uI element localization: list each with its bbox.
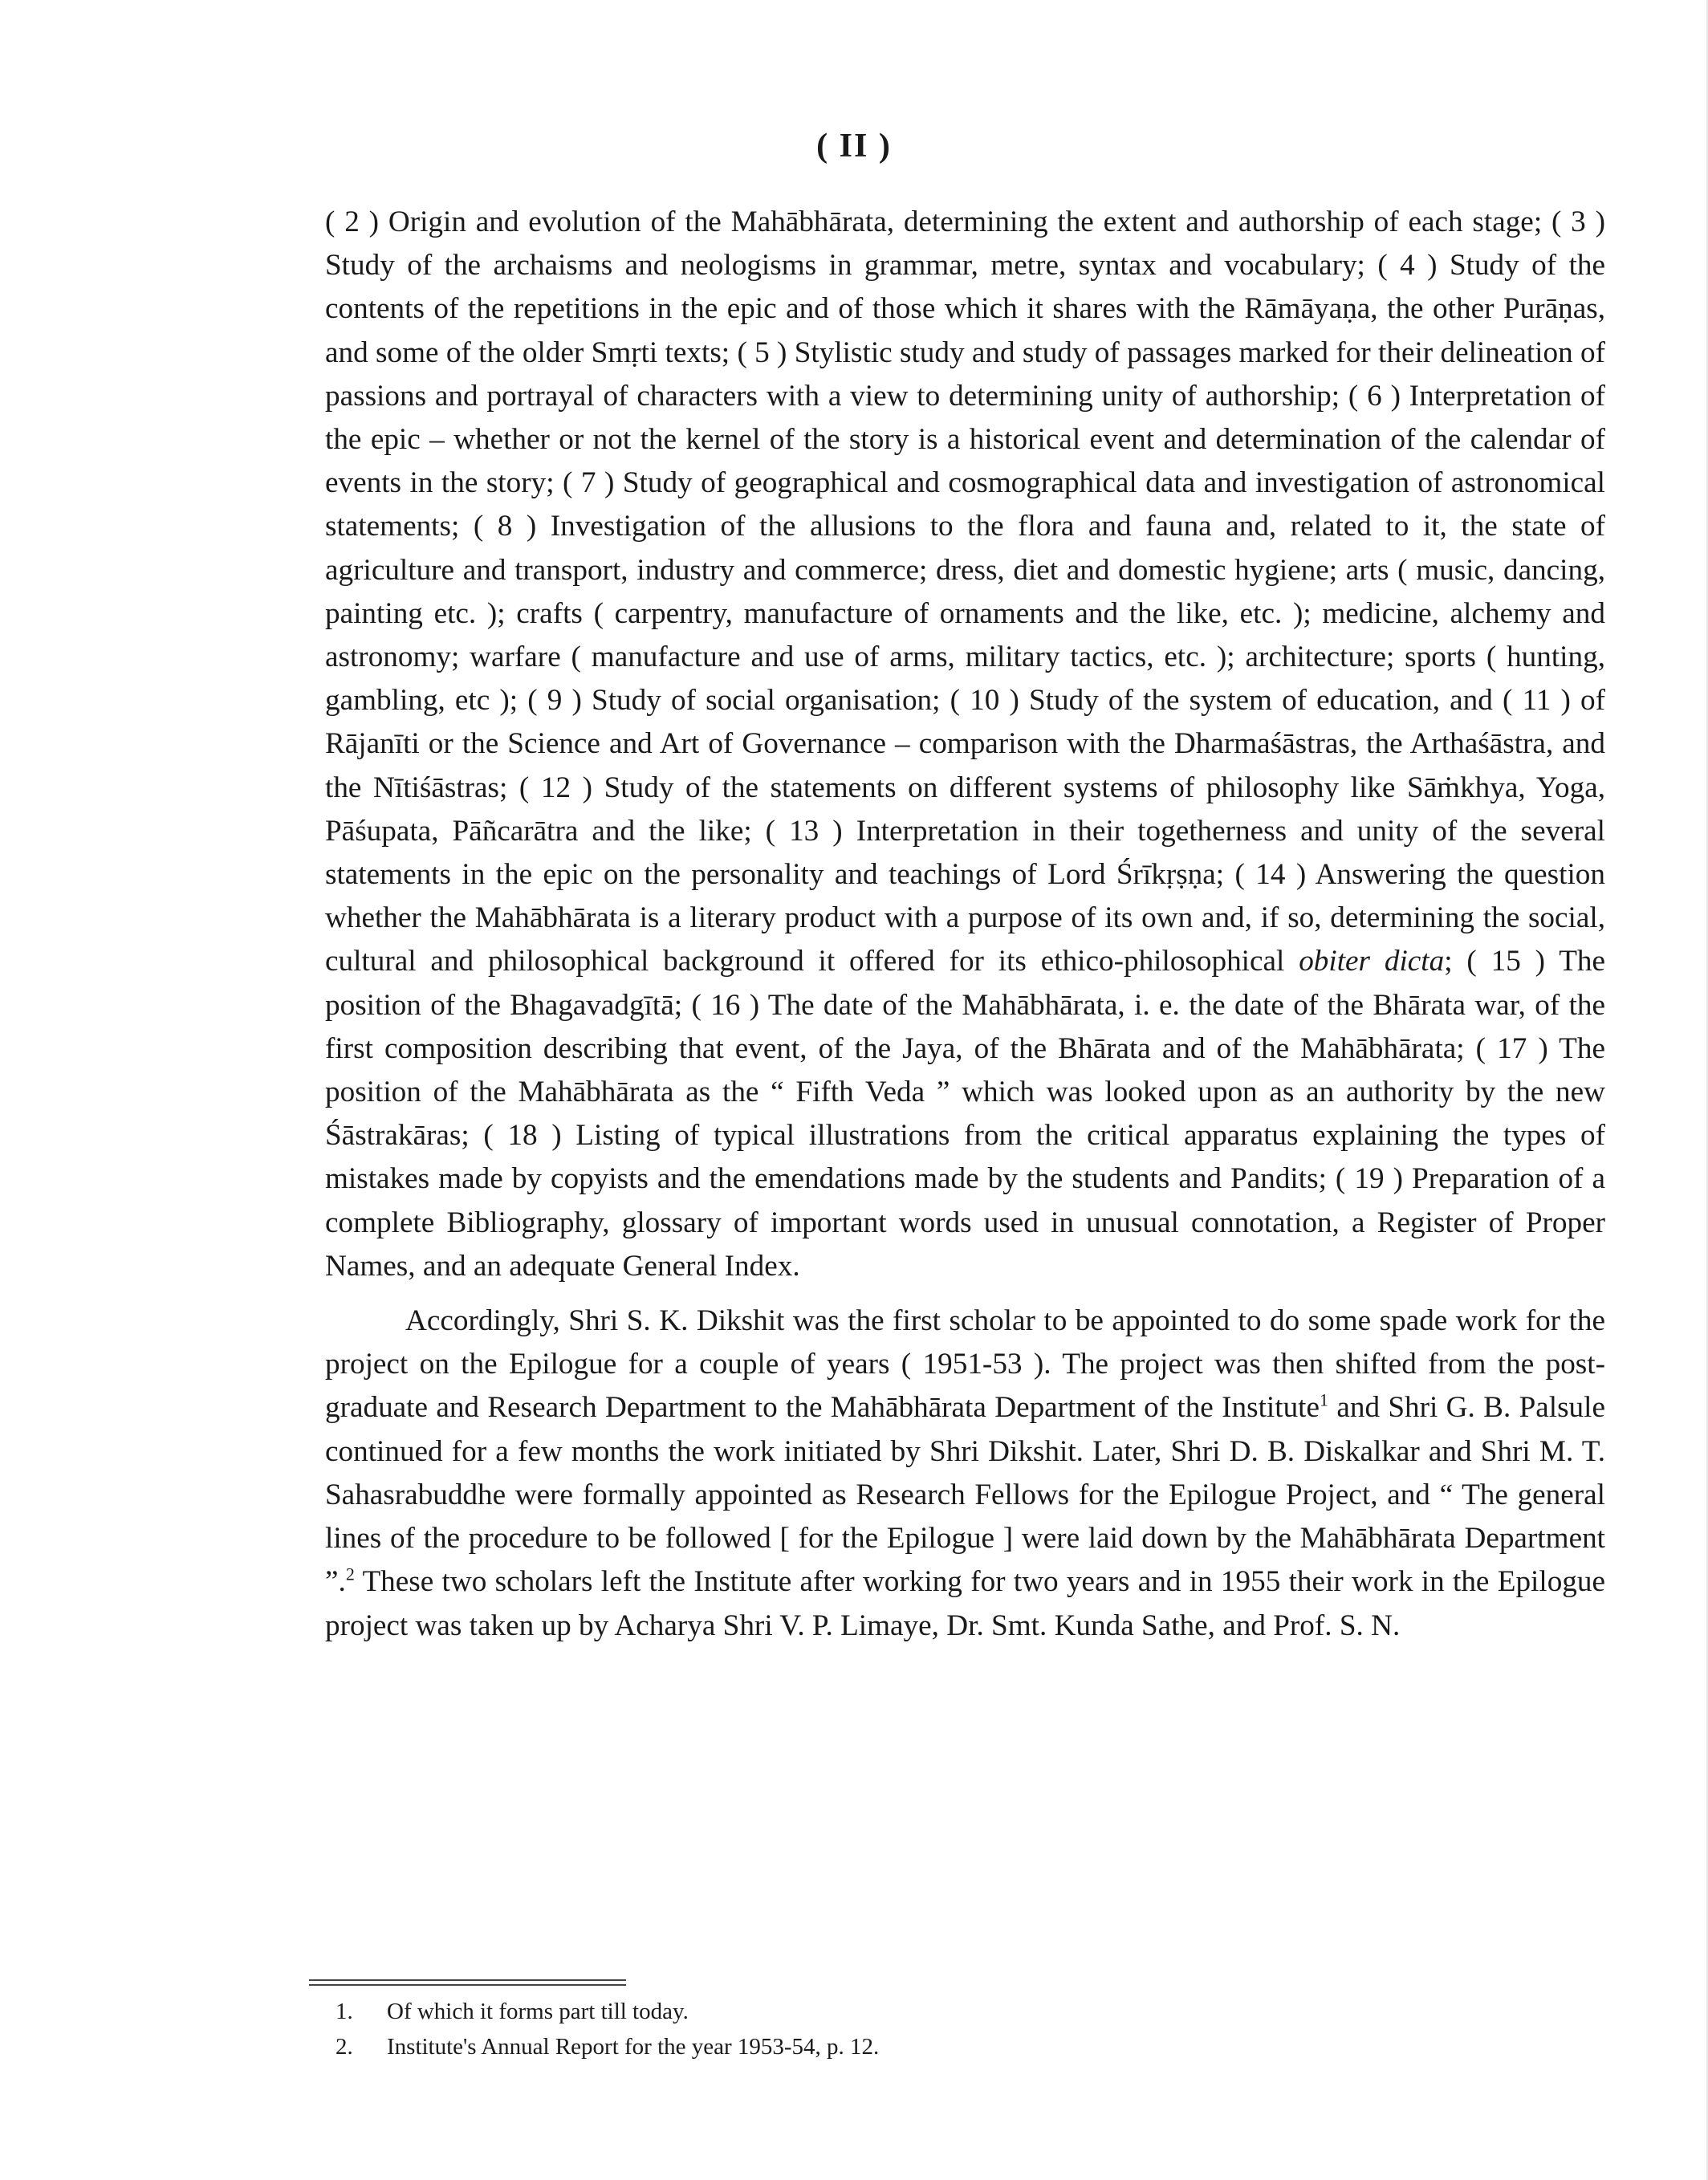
paragraph-research-topics — [325, 201, 1605, 1288]
footnote-item — [336, 2029, 1539, 2064]
paragraph1-text: ( 2 ) Origin and evolution of the Mahābhārata, determining the extent and authorship of each stage; ( 3 ) Study of the archaisms and neologisms in grammar, metre, syntax and vocabulary; ( 4 ) Study of the contents of the repetitions in the epic and of those which it shares with the Rāmāyaṇa, the other Purāṇas, and some of the older Smṛti texts; ( 5 ) Stylistic study and study of passages marked for their delineation of passions and portrayal of characters with a view to determining unity of authorship; ( 6 ) Interpretation of the epic – whether or not the kernel of the story is a historical event and determination of the calendar of events in the story; ( 7 ) Study of geographical and cosmographical data and investigation of astronomical statements; ( 8 ) Investigation of the allusions to the flora and fauna and, related to it, the state of agriculture and transport, industry and commerce; dress, diet and domestic hygiene; arts ( music, dancing, painting etc. ); crafts ( carpentry, manufacture of ornaments and the like, etc. ); medicine, alchemy and astronomy; warfare ( manufacture and use of arms, military tactics, etc. ); architecture; sports ( hunting, gambling, etc ); ( 9 ) Study of social organisation; ( 10 ) Study of the system of education, and ( 11 ) of Rājanīti or the Science and Art of Governance – comparison with the Dharmaśāstras, the Arthaśāstra, and the Nītiśāstras; ( 12 ) Study of the statements on different systems of philosophy like Sāṁkhya, Yoga, Pāśupata, Pāñcarātra and the like; ( 13 ) Interpretation in their togetherness and unity of the several statements in the epic on the personality and teachings of Lord Śrīkṛṣṇa; ( 14 ) Answering the question whether the Mahābhārata is a literary product with a purpose of its own and, if so, determining the social, cultural and philosophical background it offered for its ethico-philosophical — [325, 205, 1605, 978]
footnote-ref-2[interactable]: 2 — [345, 1564, 355, 1584]
footnote-divider-second — [309, 1984, 626, 1986]
paragraph2-text-c: These two scholars left the Institute after working for two years and in 1955 their work in the Epilogue project was taken up by Acharya Shri V. P. Limaye, Dr. Smt. Kunda Sathe, and Prof. S. N. — [325, 1565, 1605, 1642]
paragraph1-end: ; ( 15 ) The position of the Bhagavadgītā; ( 16 ) The date of the Mahābhārata, i. e. the date of the Bhārata war, of the first composition describing that event, of the Jaya, of the Bhārata and of the Mahābhārata; ( 17 ) The position of the Mahābhārata as the “ Fifth Veda ” which was looked upon as an authority by the new Śāstrakāras; ( 18 ) Listing of typical illustrations from the critical apparatus explaining the types of mistakes made by copyists and the emendations made by the students and Pandits; ( 19 ) Preparation of a complete Bibliography, glossary of important words used in unusual connotation, a Register of Proper Names, and an adequate General Index. — [325, 945, 1606, 1283]
footnote-text: Of which it forms part till today. — [387, 1999, 689, 2024]
body-text — [325, 201, 1605, 1648]
footnote-number: 2. — [336, 2034, 353, 2060]
page-number: ( II ) — [816, 128, 892, 165]
paragraph2-text-b: and Shri G. B. Palsule continued for a few months the work initiated by Shri Dikshit. Later, Shri D. B. Diskalkar and Shri M. T. Sahasrabuddhe were formally appointed as Research Fellows for the Epilogue Project, and “ The general lines of the procedure to be followed [ for the Epilogue ] were laid down by the Mahābhārata Department ”. — [325, 1391, 1605, 1599]
footnote-number: 1. — [336, 1999, 353, 2024]
footnote-divider — [309, 1979, 626, 1981]
paragraph-epilogue-history — [325, 1299, 1605, 1648]
paragraph2-text-a: Accordingly, Shri S. K. Dikshit was the first scholar to be appointed to do some spade work for the project on the Epilogue for a couple of years ( 1951-53 ). The project was then shifted from the post-graduate and Research Department to the Mahābhārata Department of the Institute — [325, 1304, 1605, 1425]
footnotes — [336, 1994, 1539, 2064]
footnote-item — [336, 1994, 1539, 2029]
footnote-ref-1[interactable]: 1 — [1320, 1390, 1329, 1411]
footnote-text: Institute's Annual Report for the year 1953-54, p. 12. — [387, 2034, 880, 2060]
paragraph1-italic: obiter dicta — [1299, 945, 1445, 978]
